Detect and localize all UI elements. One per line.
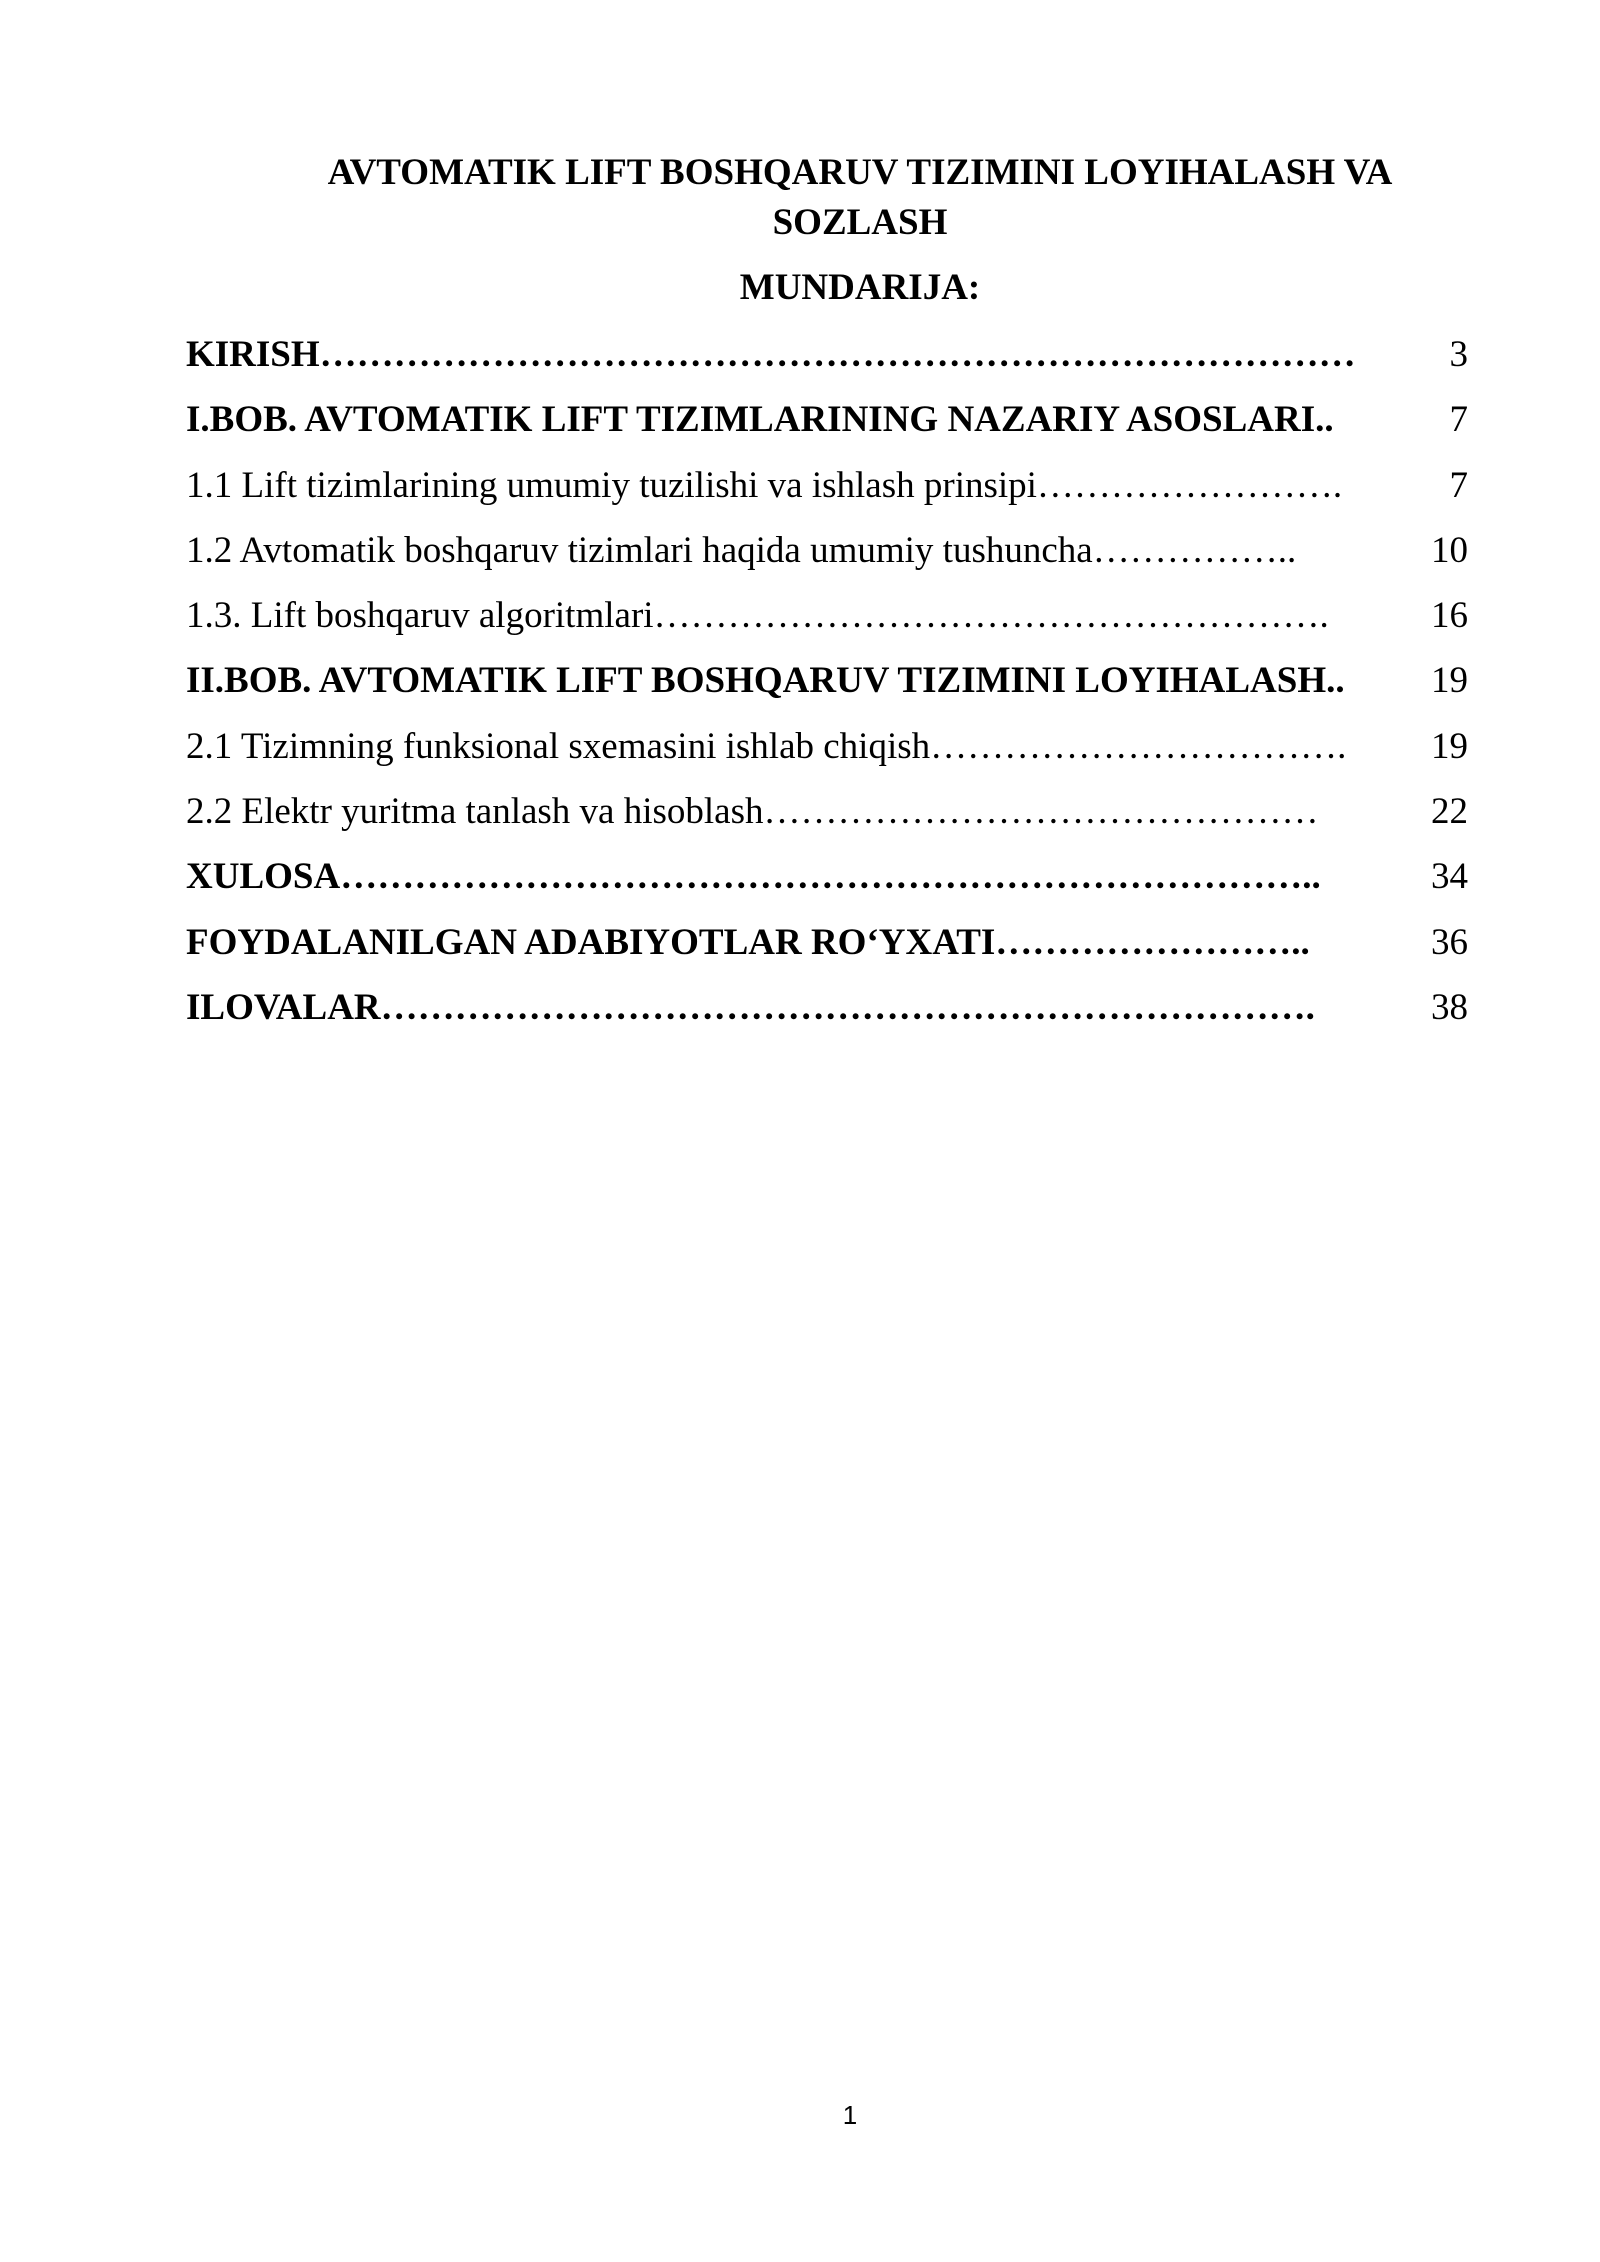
toc-entry-title: FOYDALANILGAN ADABIYOTLAR RO‘YXATI…………………….. xyxy=(186,921,1310,963)
toc-entry-title: 2.2 Elektr yuritma tanlash va hisoblash……………………………………… xyxy=(186,791,1319,833)
toc-entry xyxy=(186,852,1476,917)
toc-entry xyxy=(186,591,1476,656)
toc-entry-title: ILOVALAR…………………………………………………………………. xyxy=(186,986,1315,1028)
toc-entry xyxy=(186,330,1476,395)
toc-entry-title: KIRISH………………………………………………………………………… xyxy=(186,334,1356,375)
toc-entry xyxy=(186,461,1476,526)
page-number: 1 xyxy=(842,2100,858,2130)
document-title-line-1: AVTOMATIK LIFT BOSHQARUV TIZIMINI LOYIHALASH VA xyxy=(327,152,1393,193)
document-title-line-2: SOZLASH xyxy=(772,202,948,243)
toc-entry-page: 10 xyxy=(1431,529,1468,571)
toc-entry-title: II.BOB. AVTOMATIK LIFT BOSHQARUV TIZIMINI LOYIHALASH.. xyxy=(186,660,1345,702)
toc-entry-page: 38 xyxy=(1431,986,1468,1028)
toc-entry xyxy=(186,656,1476,721)
toc-entry xyxy=(186,722,1476,787)
toc-entry-title: 1.3. Lift boshqaruv algoritmlari………………………………………………. xyxy=(186,595,1329,637)
document-title xyxy=(300,148,1420,248)
toc-entry xyxy=(186,526,1476,591)
toc-entry xyxy=(186,787,1476,852)
toc-entry-page: 7 xyxy=(1449,464,1468,506)
toc-entry-title: XULOSA…………………………………………………………………….. xyxy=(186,856,1321,898)
toc-entry-page: 22 xyxy=(1431,791,1468,833)
toc-entry-page: 19 xyxy=(1431,725,1468,767)
toc-entry-page: 16 xyxy=(1431,595,1468,637)
table-of-contents xyxy=(186,330,1476,1048)
toc-entry-page: 34 xyxy=(1431,856,1468,898)
toc-entry-page: 3 xyxy=(1449,334,1468,375)
toc-heading: MUNDARIJA: xyxy=(739,267,981,308)
toc-entry xyxy=(186,918,1476,983)
toc-entry-title: 1.1 Lift tizimlarining umumiy tuzilishi va ishlash prinsipi……………………. xyxy=(186,464,1343,506)
toc-entry-title: 2.1 Tizimning funksional sxemasini ishlab chiqish……………………………. xyxy=(186,725,1347,767)
toc-entry-title: I.BOB. AVTOMATIK LIFT TIZIMLARINING NAZARIY ASOSLARI.. xyxy=(186,399,1334,441)
toc-entry xyxy=(186,983,1476,1048)
toc-entry-page: 19 xyxy=(1431,660,1468,702)
toc-entry xyxy=(186,395,1476,460)
toc-entry-page: 36 xyxy=(1431,921,1468,963)
toc-entry-page: 7 xyxy=(1449,399,1468,441)
toc-entry-title: 1.2 Avtomatik boshqaruv tizimlari haqida umumiy tushuncha…………….. xyxy=(186,529,1297,571)
